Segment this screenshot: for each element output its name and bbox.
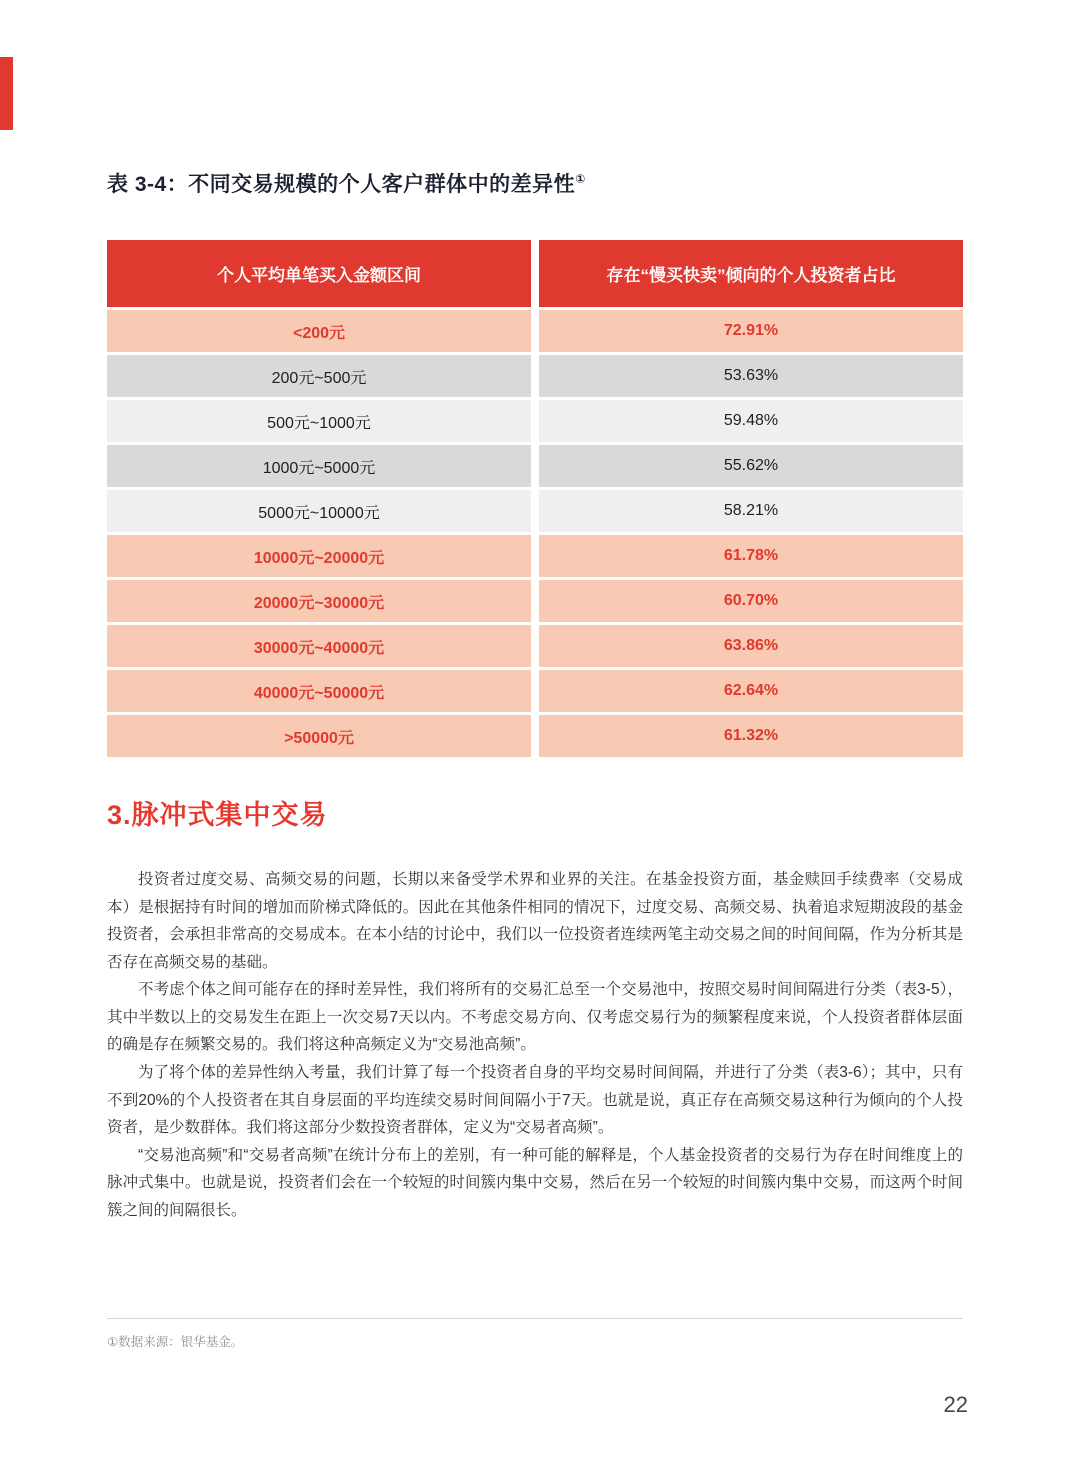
paragraph: 不考虑个体之间可能存在的择时差异性，我们将所有的交易汇总至一个交易池中，按照交易时间间隔进行分类（表3-5），其中半数以上的交易发生在距上一次交易7天以内。不考虑交易方向、仅考虑交易行为的频繁程度来说，个人投资者群体层面的确是存在频繁交易的。我们将这种高频定义为“交易池高频”。 [107, 981, 964, 1054]
table-cell-pct: 61.78% [539, 535, 963, 577]
footnote-divider [107, 1318, 963, 1319]
footnote-marker: ① [575, 172, 586, 186]
table-title [107, 168, 963, 198]
table-cell-range: >50000元 [107, 715, 531, 757]
table-cell-range: 500元~1000元 [107, 400, 531, 442]
table-cell-pct: 60.70% [539, 580, 963, 622]
table-cell-pct: 72.91% [539, 310, 963, 352]
table-title-text: 表 3-4：不同交易规模的个人客户群体中的差异性 [107, 173, 576, 196]
table-cell-range: 5000元~10000元 [107, 490, 531, 532]
table-cell-range: 40000元~50000元 [107, 670, 531, 712]
paragraph: 投资者过度交易、高频交易的问题，长期以来备受学术界和业界的关注。在基金投资方面，基金赎回手续费率（交易成本）是根据持有时间的增加而阶梯式降低的。因此在其他条件相同的情况下，过度交易、高频交易、执着追求短期波段的基金投资者，会承担非常高的交易成本。在本小结的讨论中，我们以一位投资者连续两笔主动交易之间的时间间隔，作为分析其是否存在高频交易的基础。 [107, 871, 963, 971]
table-cell-pct: 63.86% [539, 625, 963, 667]
table-cell-range: 30000元~40000元 [107, 625, 531, 667]
table-cell-range: 20000元~30000元 [107, 580, 531, 622]
table-cell-pct: 55.62% [539, 445, 963, 487]
body-copy [107, 866, 963, 1225]
table-cell-range: 1000元~5000元 [107, 445, 531, 487]
paragraph: “交易池高频”和“交易者高频”在统计分布上的差别，有一种可能的解释是，个人基金投资者的交易行为存在时间维度上的脉冲式集中。也就是说，投资者们会在一个较短的时间簇内集中交易，然后在另一个较短的时间簇内集中交易，而这两个时间簇之间的间隔很长。 [107, 1146, 963, 1219]
table-cell-pct: 62.64% [539, 670, 963, 712]
table-cell-range: 10000元~20000元 [107, 535, 531, 577]
table-header-range: 个人平均单笔买入金额区间 [107, 240, 531, 307]
table-header-pct: 存在“慢买快卖”倾向的个人投资者占比 [539, 240, 963, 307]
table-cell-pct: 58.21% [539, 490, 963, 532]
table-cell-pct: 53.63% [539, 355, 963, 397]
page-number: 22 [943, 1392, 968, 1417]
table-cell-pct: 61.32% [539, 715, 963, 757]
table-cell-range: 200元~500元 [107, 355, 531, 397]
section-heading: 3.脉冲式集中交易 [107, 800, 328, 830]
data-table [107, 240, 963, 757]
table-cell-range: <200元 [107, 310, 531, 352]
footnote: ①数据来源：银华基金。 [107, 1335, 244, 1349]
table-cell-pct: 59.48% [539, 400, 963, 442]
page-edge-accent [0, 57, 13, 130]
paragraph: 为了将个体的差异性纳入考量，我们计算了每一个投资者自身的平均交易时间间隔，并进行了分类（表3-6）；其中，只有不到20%的个人投资者在其自身层面的平均连续交易时间间隔小于7天。也就是说，真正存在高频交易这种行为倾向的个人投资者，是少数群体。我们将这部分少数投资者群体，定义为“交易者高频”。 [107, 1064, 963, 1137]
